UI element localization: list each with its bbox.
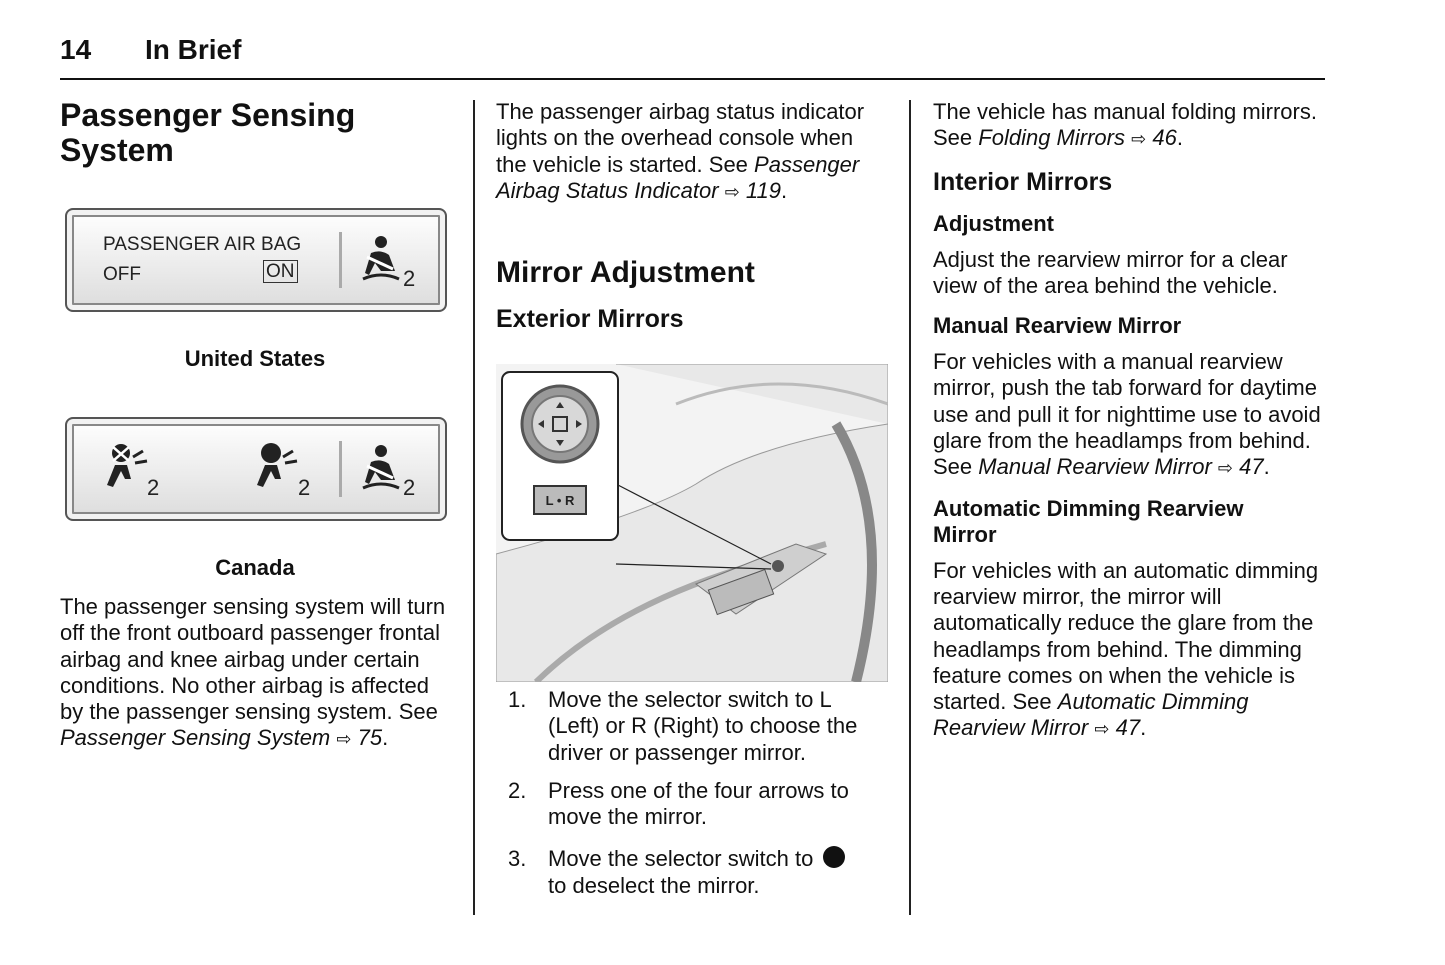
adjustment-text: Adjust the rearview mirror for a clear view of the area behind the vehicle. — [933, 246, 1288, 298]
period: . — [1263, 454, 1270, 480]
left-body — [60, 594, 450, 753]
ref-arrow-icon: ⇨ — [336, 729, 352, 750]
caption-us: United States — [184, 346, 326, 371]
step-text: Press one of the four arrows to move the mirror. — [548, 777, 849, 830]
cross-reference-link[interactable]: Passenger Airbag Status Indicator — [496, 151, 860, 203]
list-item — [496, 778, 888, 831]
cross-reference-link[interactable]: Passenger Sensing System — [60, 725, 331, 751]
manual-text: For vehicles with a manual rearview mirror, push the tab forward for daytime use and pull it for nighttime use to avoid glare from the headlamps from behind. See — [933, 349, 1321, 480]
column-divider — [909, 100, 911, 915]
list-item — [496, 846, 888, 899]
intro-text: The passenger airbag status indicator lights on the overhead console when the vehicle is started. See — [496, 99, 865, 177]
page-number: 14 — [60, 34, 92, 65]
column-divider — [473, 100, 475, 915]
filled-circle-icon — [823, 846, 845, 868]
folding-text: The vehicle has manual folding mirrors. See — [933, 99, 1317, 151]
step-number: 1. — [508, 687, 527, 712]
exterior-mirrors-heading: Exterior Mirrors — [496, 305, 684, 333]
airbag-on-icon — [251, 443, 301, 495]
middle-intro — [496, 99, 888, 205]
adjustment-heading: Adjustment — [933, 210, 1054, 236]
reference-page[interactable]: 47 — [1115, 715, 1141, 741]
step-text: Move the selector switch to L (Left) or R (Right) to choose the driver or passenger mirror. — [548, 687, 858, 765]
panel-on-label: ON — [263, 260, 298, 283]
cross-reference-link[interactable]: Manual Rearview Mirror — [978, 454, 1212, 480]
cross-reference-link[interactable]: Folding Mirrors — [978, 125, 1125, 151]
header-divider — [60, 78, 1325, 80]
reference-page[interactable]: 46 — [1152, 125, 1177, 151]
period: . — [1176, 125, 1183, 151]
cross-reference-link[interactable]: Automatic Dimming Rearview Mirror — [933, 689, 1249, 741]
reference-page[interactable]: 119 — [745, 177, 781, 203]
body-text: The passenger sensing system will turn off the front outboard passenger frontal airbag and knee airbag under certain conditions. No other airbag is affected by the passenger sensing system. See — [60, 594, 446, 725]
period: . — [382, 725, 389, 751]
ref-arrow-icon: ⇨ — [1217, 458, 1234, 479]
panel-off-label: OFF — [103, 264, 141, 285]
left-column — [60, 98, 450, 168]
selector-switch-label: L • R — [545, 493, 575, 508]
canada-indicator-panel — [65, 417, 447, 521]
ref-arrow-icon: ⇨ — [1094, 719, 1110, 740]
auto-text: For vehicles with an automatic dimming rearview mirror, the mirror will automatically reduce the glare from the headlamps from behind. The dimming feature comes on when the vehicle is started. See — [933, 557, 1319, 715]
period: . — [781, 177, 788, 203]
interior-mirrors-heading: Interior Mirrors — [933, 167, 1113, 196]
mirror-steps — [496, 687, 888, 899]
panel-separator — [339, 441, 342, 497]
ref-arrow-icon: ⇨ — [724, 181, 740, 202]
reference-page[interactable]: 47 — [1239, 454, 1264, 480]
page-heading: Passenger Sensing System — [60, 97, 356, 168]
seatbelt-icon — [361, 444, 409, 496]
seat-number: 2 — [403, 475, 416, 500]
step-number: 3. — [508, 846, 527, 872]
auto-dimming-heading: Automatic Dimming Rearview Mirror — [933, 495, 1244, 547]
section-title: In Brief — [145, 34, 242, 65]
seat-number: 2 — [403, 266, 416, 291]
period: . — [1140, 715, 1147, 741]
seat-number: 2 — [147, 475, 160, 500]
caption-canada: Canada — [215, 555, 295, 580]
panel-separator — [339, 232, 342, 288]
manual-mirror-heading: Manual Rearview Mirror — [933, 313, 1182, 339]
airbag-off-icon — [101, 443, 151, 495]
mirror-adjustment-heading: Mirror Adjustment — [496, 256, 755, 289]
us-indicator-panel — [65, 208, 447, 312]
reference-page[interactable]: 75 — [357, 725, 383, 751]
list-item — [496, 687, 888, 766]
step-text: to deselect the mirror. — [548, 872, 760, 898]
seat-number: 2 — [298, 475, 311, 500]
seatbelt-icon — [361, 235, 409, 287]
step-text: Move the selector switch to — [548, 846, 814, 872]
door-switch-illustration — [496, 364, 888, 682]
right-column — [933, 99, 1328, 743]
panel-label: PASSENGER AIR BAG — [103, 234, 302, 255]
step-number: 2. — [508, 777, 527, 803]
ref-arrow-icon: ⇨ — [1131, 129, 1147, 150]
